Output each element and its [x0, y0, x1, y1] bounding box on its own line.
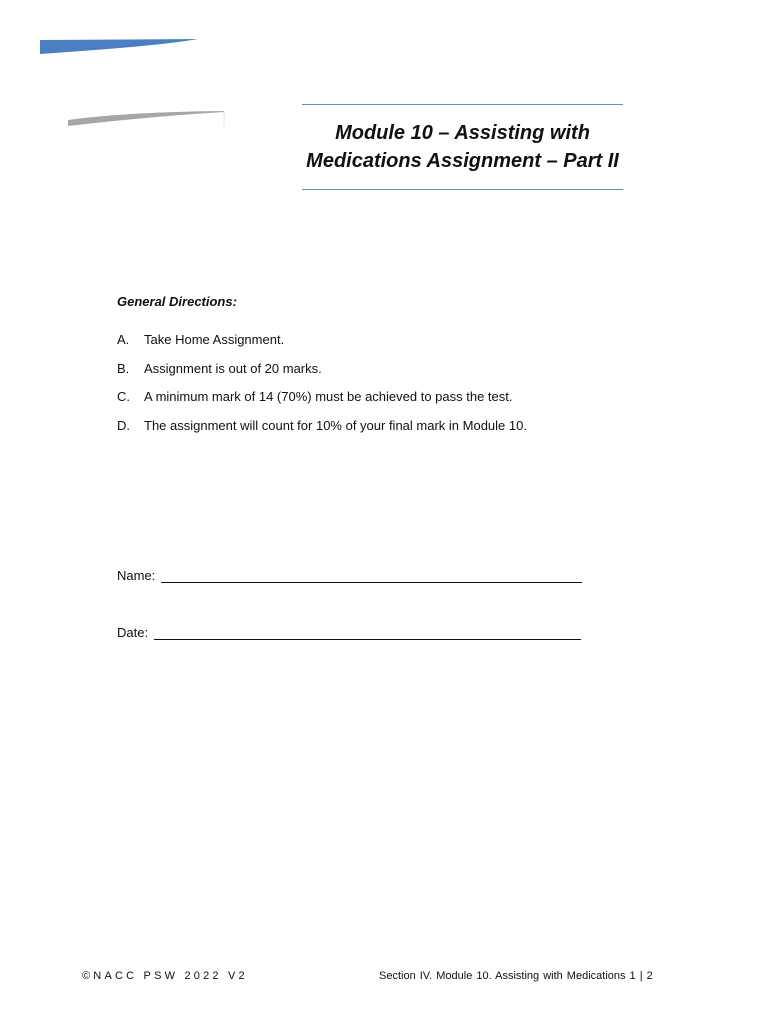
footer-copyright: ©NACC PSW 2022 V2	[82, 970, 248, 982]
directions-item-letter: C.	[117, 389, 130, 404]
directions-item	[117, 331, 527, 360]
footer-section-page: Section IV. Module 10. Assisting with Medications 1 | 2	[379, 970, 653, 982]
directions-heading: General Directions:	[117, 294, 237, 309]
title-block	[302, 104, 623, 190]
directions-item-letter: A.	[117, 332, 130, 347]
page-title-line-2: Medications Assignment – Part II	[306, 150, 619, 172]
directions-item-text: The assignment will count for 10% of your final mark in Module 10.	[144, 417, 527, 433]
name-field-row	[117, 568, 582, 583]
directions-item	[117, 388, 527, 417]
header-blue-swoosh	[40, 38, 200, 56]
header-gray-swoosh	[66, 108, 226, 128]
name-field-label: Name:	[117, 568, 156, 583]
directions-item-letter: D.	[117, 417, 130, 433]
directions-item-text: Take Home Assignment.	[144, 332, 285, 347]
directions-item	[117, 360, 527, 389]
date-field-line[interactable]	[154, 626, 581, 640]
directions-item-text: Assignment is out of 20 marks.	[144, 360, 322, 376]
directions-item-letter: B.	[117, 360, 130, 376]
date-field-label: Date:	[117, 625, 149, 640]
page-title-line-1: Module 10 – Assisting with	[335, 122, 590, 144]
date-field-row	[117, 625, 581, 640]
directions-list	[117, 331, 527, 445]
directions-item	[117, 417, 527, 446]
directions-item-text: A minimum mark of 14 (70%) must be achieved to pass the test.	[144, 389, 513, 404]
name-field-line[interactable]	[161, 569, 582, 583]
